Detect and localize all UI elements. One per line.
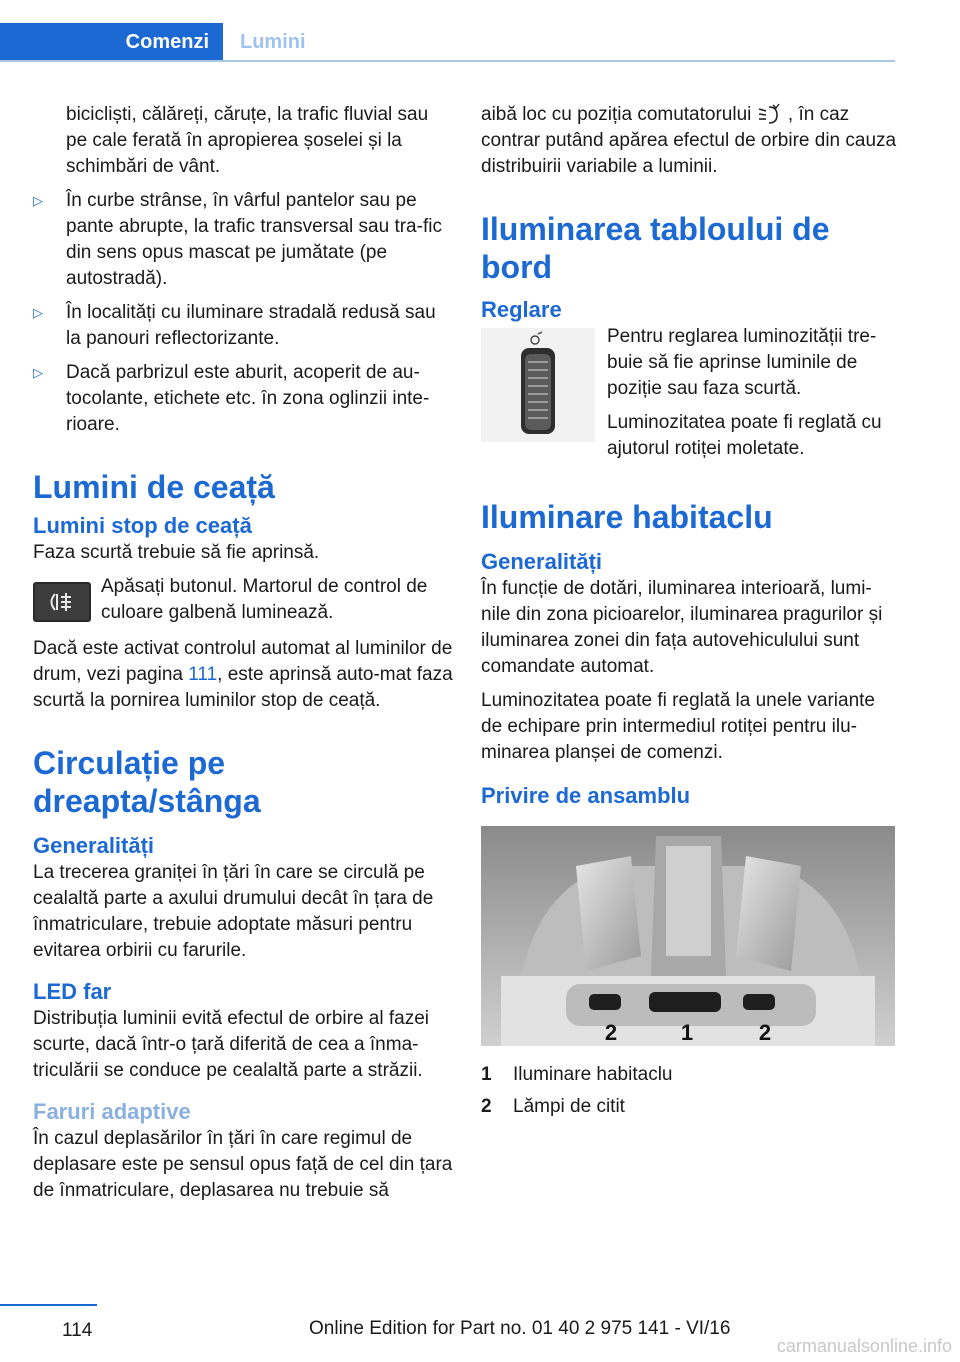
overhead-console-image (481, 826, 895, 1046)
dash-paragraph-1: Pentru reglarea luminozității tre‐buie să fie aprinse luminile de poziție sau faza scurtă. (607, 326, 877, 399)
low-beam-switch-icon (757, 103, 783, 127)
header-rule (0, 60, 895, 62)
subheading-led: LED far (33, 979, 112, 1004)
right-column (481, 102, 897, 1126)
triangle-bullet-icon: ▷ (33, 365, 43, 380)
bullet-item: ▷ În curbe strânse, în vârful pantelor sau pe pante abrupte, la trafic transversal sau tra‐fic din sens opus mascat pe jumătate (pe autostradă). (33, 190, 442, 289)
subheading-general: Generalități (33, 833, 155, 858)
subheading-overview: Privire de ansamblu (481, 783, 691, 808)
fog-button-text: Apăsați butonul. Martorul de control de culoare galbenă luminează. (101, 576, 428, 623)
subheading-int-general: Generalități (481, 549, 603, 574)
int-paragraph-2: Luminozitatea poate fi reglată la unele variante de echipare prin intermediul rotiței pentru ilu‐minarea planșei de comenzi. (481, 690, 875, 763)
triangle-bullet-icon: ▷ (33, 305, 43, 320)
heading-left-right-traffic: Circulație pe dreapta/stânga (33, 745, 261, 819)
label-1: 1 (680, 1020, 694, 1045)
tab-comenzi[interactable] (0, 23, 223, 62)
int-paragraph-1: În funcție de dotări, iluminarea interioară, lumi‐nile din zona picioarelor, iluminarea pragurilor și iluminarea zonei din fața autovehiculului sunt comandate automat. (481, 578, 883, 677)
legend-item: 1 Iluminare habitaclu (481, 1064, 673, 1085)
heading-fog-lights: Lumini de ceață (33, 469, 275, 505)
tab-lumini[interactable]: Lumini (240, 31, 306, 53)
heading-dashboard-lighting: Iluminarea tabloului de bord (481, 211, 830, 285)
watermark: carmanualsonline.info (776, 1336, 952, 1356)
page-number: 114 (62, 1320, 93, 1341)
lr-paragraph: La trecerea graniței în țări în care se circulă pe cealaltă parte a axului drumului decât în țara de înmatriculare, trebuie adoptate măsuri pentru evitarea orbirii cu farurile. (33, 862, 434, 961)
bullet-item: ▷ În localități cu iluminare stradală redusă sau la panouri reflectorizante. (33, 302, 436, 349)
label-2-left: 2 (604, 1020, 618, 1045)
bullet-item: ▷ Dacă parbrizul este aburit, acoperit de au‐tocolante, etichete etc. în zona oglinzii inte‐rioare. (33, 362, 430, 435)
right-continuation: aibă loc cu poziția comutatorului , în caz contrar putând apărea efectul de orbire din cauza distribuirii variabile a luminii. (481, 104, 897, 177)
dash-paragraph-2: Luminozitatea poate fi reglată cu ajutorul rotiței moletate. (607, 412, 882, 459)
intro-continuation: bicicliști, călăreți, căruțe, la trafic fluvial sau pe cale ferată în apropierea șoselei și la schimbări de vânt. (66, 104, 429, 177)
legend-item: 2 Lămpi de citit (481, 1096, 625, 1117)
left-column (33, 102, 453, 1212)
fog-button-block (33, 574, 453, 626)
footer-rule (0, 1304, 97, 1306)
subheading-adjust: Reglare (481, 297, 562, 322)
rear-fog-button-icon (33, 582, 91, 622)
led-paragraph: Distribuția luminii evită efectul de orbire al fazei scurte, dacă într-o țară diferită de cea a înma‐triculării se conduce pe cealaltă parte a străzii. (33, 1008, 430, 1081)
edition-text: Online Edition for Part no. 01 40 2 975 141 - VI/16 (309, 1318, 731, 1339)
label-2-right: 2 (758, 1020, 772, 1045)
fog-paragraph-2: Dacă este activat controlul automat al luminilor de drum, vezi pagina 111, este aprinsă auto‐mat faza scurtă la pornirea luminilor stop de ceață. (33, 638, 453, 711)
heading-interior-lighting: Iluminare habitaclu (481, 499, 773, 535)
thumbwheel-image (481, 328, 595, 442)
adaptive-paragraph: În cazul deplasărilor în țări în care regimul de deplasare este pe sensul opus față de cel din țara de înmatriculare, deplasarea nu trebuie să (33, 1128, 453, 1201)
triangle-bullet-icon: ▷ (33, 193, 43, 208)
page-link[interactable]: 111 (188, 664, 218, 685)
tab-comenzi-label: Comenzi (125, 31, 209, 53)
fog-paragraph-1: Faza scurtă trebuie să fie aprinsă. (33, 542, 320, 563)
subheading-adaptive: Faruri adaptive (33, 1099, 191, 1124)
dash-block (481, 324, 897, 470)
subheading-rear-fog: Lumini stop de ceață (33, 513, 252, 538)
